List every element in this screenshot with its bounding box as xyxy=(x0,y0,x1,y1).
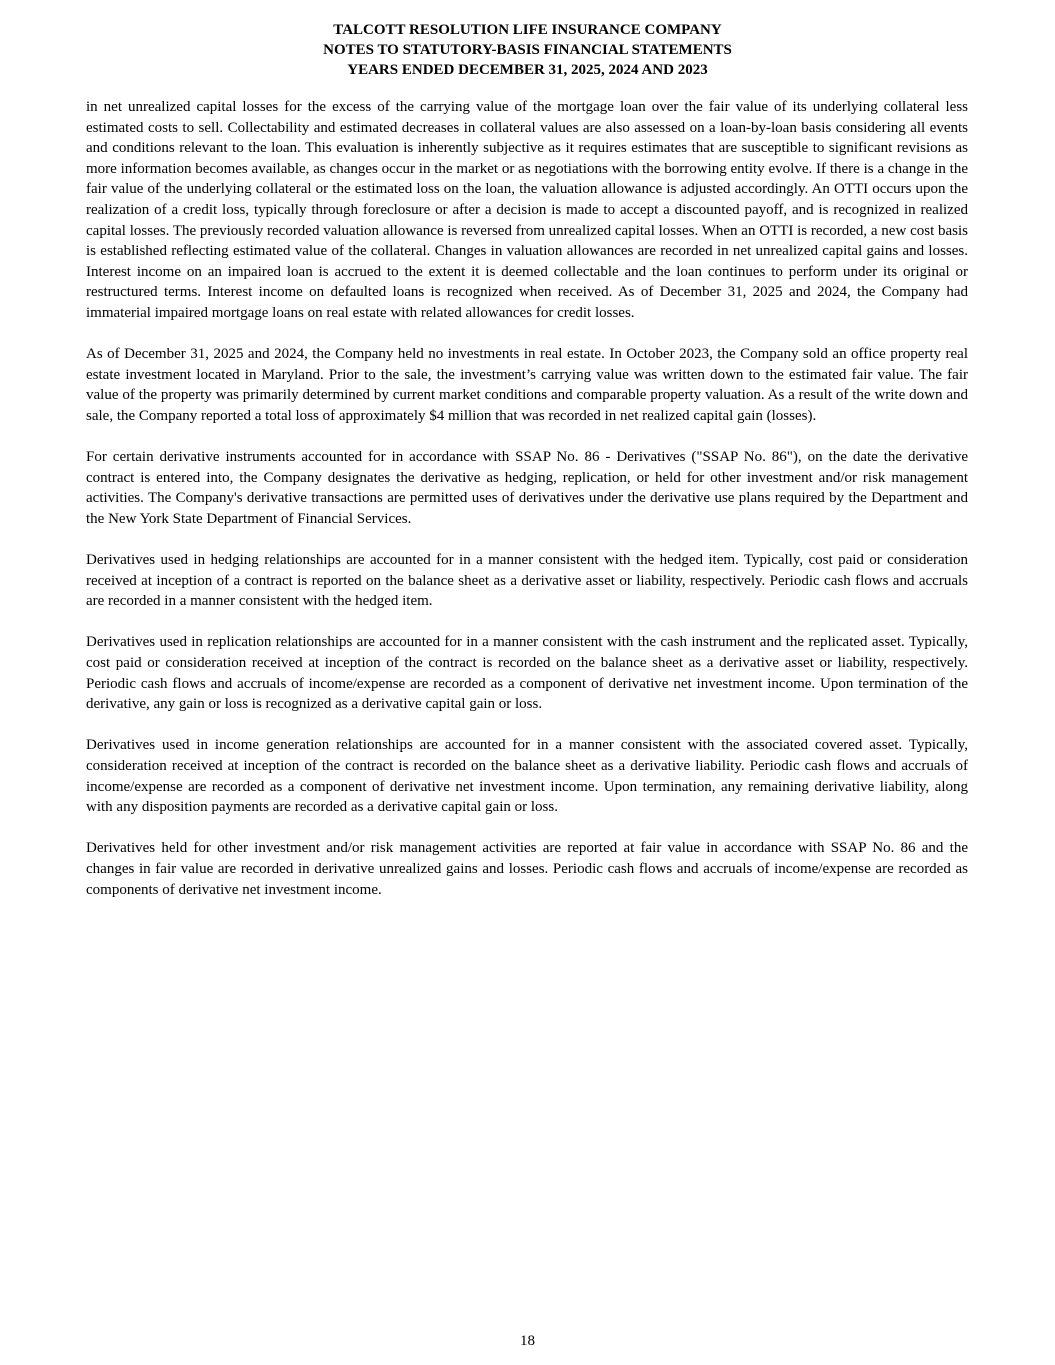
paragraph-derivative-designation: For certain derivative instruments accounted for in accordance with SSAP No. 86 - Derivatives ("SSAP No. 86"), on the date the derivative contract is entered into, the Company designates the derivative as hedging, replication, or held for other investment and/or risk management activities. The Company's derivative transactions are permitted uses of derivatives under the derivative use plans required by the Department and the New York State Department of Financial Services. xyxy=(86,449,968,527)
paragraph-mortgage-loans: in net unrealized capital losses for the excess of the carrying value of the mortgage loan over the fair value of its underlying collateral less estimated costs to sell. Collectability and estimated decreases in collateral values are also assessed on a loan-by-loan basis considering all events and conditions relevant to the loan. This evaluation is inherently subjective as it requires estimates that are susceptible to significant revisions as more information becomes available, as changes occur in the market or as negotiations with the borrowing entity evolve. If there is a change in the fair value of the underlying collateral or the estimated loss on the loan, the valuation allowance is adjusted accordingly. An OTTI occurs upon the realization of a credit loss, typically through foreclosure or after a decision is made to accept a discounted payoff, and is recognized in realized capital losses. The previously recorded valuation allowance is reversed from unrealized capital losses. When an OTTI is recorded, a new cost basis is established reflecting estimated value of the collateral. Changes in valuation allowances are recorded in net unrealized capital gains and losses. Interest income on an impaired loan is accrued to the extent it is deemed collectable and the loan continues to perform under its original or restructured terms. Interest income on defaulted loans is recognized when received. As of December 31, 2025 and 2024, the Company had immaterial impaired mortgage loans on real estate with related allowances for credit losses. xyxy=(86,99,968,321)
paragraph-replication: Derivatives used in replication relationships are accounted for in a manner consistent with the cash instrument and the replicated asset. Typically, cost paid or consideration received at inception of the contract is recorded on the balance sheet as a derivative asset or liability, respectively. Periodic cash flows and accruals of income/expense are recorded as a component of derivative net investment income. Upon termination of the derivative, any gain or loss is recognized as a derivative capital gain or loss. xyxy=(86,634,968,713)
page-number: 18 xyxy=(520,1333,535,1349)
document-body xyxy=(86,97,968,900)
period-title: YEARS ENDED DECEMBER 31, 2025, 2024 AND 2023 xyxy=(347,62,708,78)
document-title: NOTES TO STATUTORY-BASIS FINANCIAL STATEMENTS xyxy=(323,42,732,58)
paragraph-income-generation: Derivatives used in income generation relationships are accounted for in a manner consistent with the associated covered asset. Typically, consideration received at inception of the contract is recorded on the balance sheet as a derivative liability. Periodic cash flows and accruals of income/expense are recorded as a component of derivative net investment income. Upon termination, any remaining derivative liability, along with any disposition payments are recorded as a derivative capital gain or loss. xyxy=(86,737,968,816)
paragraph-other-investment: Derivatives held for other investment and/or risk management activities are reported at fair value in accordance with SSAP No. 86 and the changes in fair value are recorded in derivative unrealized gains and losses. Periodic cash flows and accruals of income/expense are recorded as components of derivative net investment income. xyxy=(86,840,968,898)
paragraph-real-estate: As of December 31, 2025 and 2024, the Company held no investments in real estate. In October 2023, the Company sold an office property real estate investment located in Maryland. Prior to the sale, the investment’s carrying value was written down to the estimated fair value. The fair value of the property was primarily determined by current market conditions and comparable property valuation. As a result of the write down and sale, the Company reported a total loss of approximately $4 million that was recorded in net realized capital gain (losses). xyxy=(86,346,968,424)
paragraph-hedging: Derivatives used in hedging relationships are accounted for in a manner consistent with the hedged item. Typically, cost paid or consideration received at inception of a contract is reported on the balance sheet as a derivative asset or liability, respectively. Periodic cash flows and accruals are recorded in a manner consistent with the hedged item. xyxy=(86,552,968,610)
page-header xyxy=(0,20,1055,80)
company-name: TALCOTT RESOLUTION LIFE INSURANCE COMPANY xyxy=(333,22,722,38)
